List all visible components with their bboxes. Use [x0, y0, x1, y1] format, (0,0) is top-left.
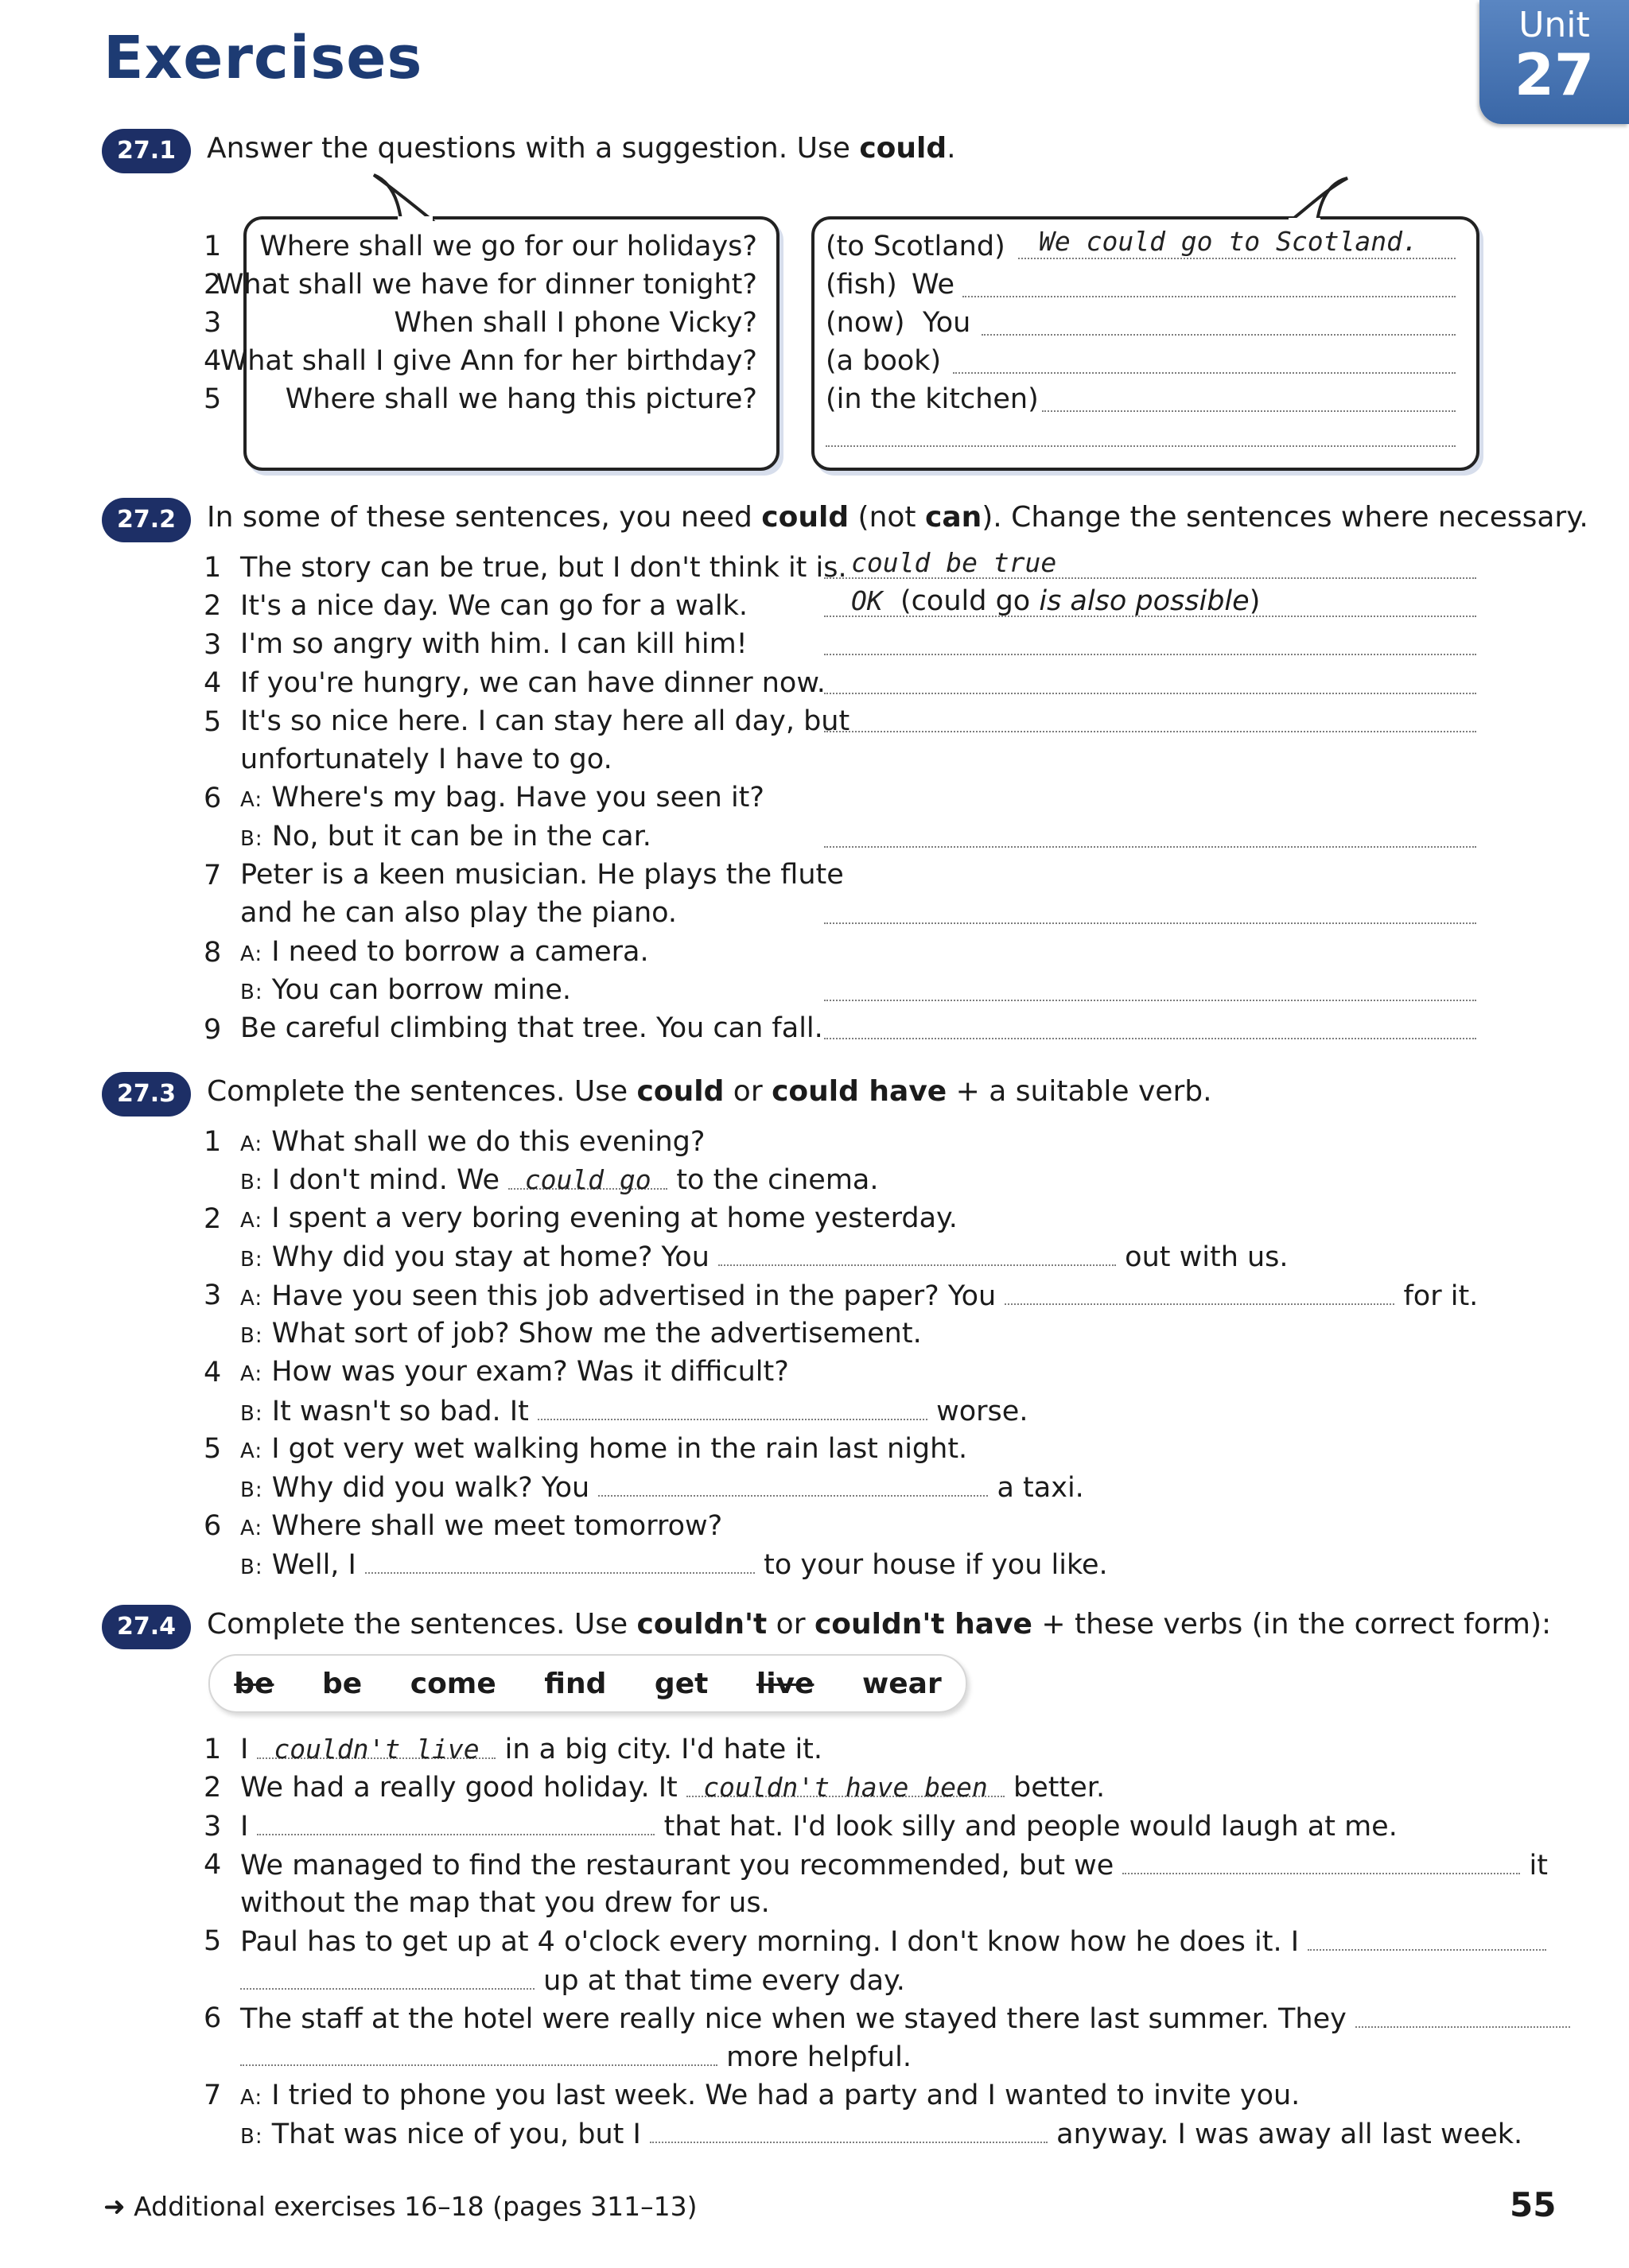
exercise-badge-27-2: 27.2	[102, 498, 191, 542]
dialogue-text: I got very wet walking home in the rain last night.	[271, 1433, 968, 1465]
instruction-keyword: could	[636, 1075, 725, 1108]
ex2-line-7b: and he can also play the piano.	[240, 897, 678, 929]
instruction-text: Complete the sentences. Use	[207, 1075, 637, 1108]
exercise-instruction-27-3	[207, 1075, 1212, 1108]
ex2-line-4: If you're hungry, we can have dinner now.	[240, 667, 826, 699]
ex4-1	[240, 1730, 822, 1769]
dialogue-text: How was your exam? Was it difficult?	[271, 1356, 789, 1388]
answer-blank[interactable]	[718, 1237, 1116, 1266]
answer-line	[824, 577, 1476, 579]
exercise-badge-27-4: 27.4	[102, 1605, 191, 1649]
sentence-text: Paul has to get up at 4 o'clock every morning. I don't know how he does it. I	[240, 1926, 1300, 1958]
ex2-line-6a	[240, 779, 764, 819]
instruction-keyword: couldn't	[636, 1608, 768, 1641]
ex3-6b	[240, 1545, 1108, 1586]
instruction-text: .	[947, 132, 956, 165]
instruction-text: ). Change the sentences where necessary.	[982, 501, 1588, 534]
speaker-b: B:	[240, 1324, 263, 1348]
ex3-numbers: 1 2 3 4 5 6	[204, 1126, 222, 1542]
ex2-line-6b	[240, 817, 651, 858]
dialogue-text: to your house if you like.	[764, 1549, 1108, 1581]
instruction-text: In some of these sentences, you need	[207, 501, 762, 534]
dialogue-text: Why did you walk? You	[271, 1472, 590, 1504]
handwritten-ok: OK	[851, 585, 883, 616]
dialogue-text: Where's my bag. Have you seen it?	[271, 782, 764, 814]
ex3-4a	[240, 1353, 789, 1393]
answer-blank	[686, 1769, 1005, 1803]
ex4-numbers: 1 2 3 4 5 6 7	[204, 1734, 222, 2111]
instruction-text: (not	[849, 501, 925, 534]
ex2-line-2: It's a nice day. We can go for a walk.	[240, 590, 748, 622]
speaker-b: B:	[240, 827, 263, 851]
instruction-keyword: could	[859, 132, 947, 165]
ex4-2	[240, 1769, 1105, 1807]
bubble-tail-left	[366, 173, 437, 223]
instruction-keyword: could	[761, 501, 849, 534]
answer-line	[824, 616, 1476, 617]
answer-text: )	[1249, 585, 1261, 617]
dialogue-text: I tried to phone you last week. We had a party and I wanted to invite you.	[271, 2080, 1300, 2111]
ex1-cue-5: (in the kitchen)	[826, 383, 1039, 415]
ex2-line-8b	[240, 971, 571, 1012]
handwritten-answer: could go	[524, 1164, 651, 1195]
ex2-line-5b: unfortunately I have to go.	[240, 744, 612, 775]
answer-line-3[interactable]	[982, 334, 1456, 336]
dialogue-text: I don't mind. We	[271, 1164, 500, 1196]
footer-pages: (pages 311–13)	[484, 2191, 698, 2222]
answer-line-5b[interactable]	[826, 445, 1456, 447]
ex4-6b	[240, 2037, 912, 2076]
ex3-1a	[240, 1123, 705, 1163]
unit-number: 27	[1514, 41, 1595, 108]
exercise-instruction-27-1	[207, 132, 956, 165]
answer-line-4[interactable]	[953, 372, 1456, 374]
ex1-starter-3: You	[923, 307, 971, 339]
unit-tab	[1479, 0, 1629, 124]
dialogue-text: You can borrow mine.	[271, 974, 572, 1006]
instruction-text: or	[767, 1608, 814, 1641]
ex4-6	[240, 1999, 1570, 2038]
answer-blank[interactable]	[1355, 1999, 1570, 2028]
page-title: Exercises	[103, 24, 423, 92]
ex1-example-answer: We could go to Scotland.	[1039, 226, 1418, 257]
speaker-b: B:	[240, 2125, 263, 2149]
ex2-line-9: Be careful climbing that tree. You can fall.	[240, 1012, 823, 1044]
dialogue-text: I spent a very boring evening at home yesterday.	[271, 1202, 958, 1234]
answer-blank[interactable]	[257, 1807, 655, 1835]
page-number: 55	[1510, 2185, 1557, 2224]
sentence-text: We had a really good holiday. It	[240, 1772, 678, 1804]
ex3-5b	[240, 1468, 1084, 1509]
instruction-text: + these verbs (in the correct form):	[1032, 1608, 1552, 1641]
answer-blank[interactable]	[650, 2115, 1048, 2143]
dialogue-text: No, but it can be in the car.	[271, 821, 651, 852]
ex2-numbers: 1 2 3 4 5 6 7 8 9	[204, 552, 222, 1046]
answer-blank[interactable]	[1308, 1922, 1546, 1951]
instruction-text: Answer the questions with a suggestion. Use	[207, 132, 860, 165]
answer-blank[interactable]	[240, 2037, 717, 2066]
dialogue-text: Well, I	[271, 1549, 356, 1581]
instruction-text: + a suitable verb.	[947, 1075, 1212, 1108]
sentence-text: The staff at the hotel were really nice when we stayed there last summer. They	[240, 2003, 1347, 2035]
sentence-text: I	[240, 1811, 249, 1843]
ex4-7a	[240, 2076, 1300, 2117]
exercise-instruction-27-2	[207, 501, 1588, 534]
dialogue-text: What sort of job? Show me the advertisement.	[271, 1318, 922, 1350]
ex2-line-3: I'm so angry with him. I can kill him!	[240, 628, 748, 660]
ex2-answer-2	[851, 582, 1260, 620]
speaker-a: A:	[240, 1209, 263, 1233]
footer-link-text: Additional exercises 16–18	[134, 2191, 484, 2222]
exercise-badge-27-1: 27.1	[102, 129, 191, 173]
exercise-instruction-27-4	[207, 1608, 1551, 1641]
answer-line-8[interactable]	[824, 1000, 1476, 1001]
ex3-3a	[240, 1276, 1478, 1318]
dialogue-text: Why did you stay at home? You	[271, 1241, 710, 1273]
ex4-5	[240, 1922, 1546, 1961]
answer-line-4[interactable]	[824, 693, 1476, 694]
ex1-cue-2: (fish)	[826, 269, 897, 301]
answer-line-6[interactable]	[824, 846, 1476, 848]
ex4-4	[240, 1846, 1548, 1885]
speaker-b: B:	[240, 1402, 263, 1426]
speaker-b: B:	[240, 981, 263, 1004]
instruction-text: or	[724, 1075, 772, 1108]
dialogue-text: What shall we do this evening?	[271, 1126, 706, 1158]
ex1-question-3: When shall I phone Vicky?	[394, 307, 757, 339]
ex1-question-5: Where shall we hang this picture?	[285, 383, 757, 415]
word-wear: wear	[861, 1667, 942, 1700]
answer-line-9[interactable]	[824, 1038, 1476, 1039]
sentence-text: better.	[1013, 1772, 1106, 1804]
answer-blank	[508, 1161, 667, 1195]
sentence-text: it	[1529, 1850, 1548, 1882]
handwritten-answer: couldn't live	[274, 1734, 480, 1765]
ex1-cue-1: (to Scotland)	[826, 231, 1005, 262]
answer-blank[interactable]	[365, 1545, 755, 1574]
answer-line-5[interactable]	[824, 731, 1476, 732]
dialogue-text: Have you seen this job advertised in the paper? You	[271, 1280, 997, 1312]
instruction-keyword: can	[924, 501, 982, 534]
answer-blank[interactable]	[538, 1392, 927, 1420]
dialogue-text: That was nice of you, but I	[271, 2118, 641, 2150]
speaker-a: A:	[240, 942, 263, 966]
answer-text: (could go	[900, 585, 1040, 617]
ex3-5a	[240, 1430, 967, 1470]
ex4-5b	[240, 1961, 905, 2000]
ex2-line-1: The story can be true, but I don't think it is.	[240, 552, 847, 584]
speaker-a: A:	[240, 1439, 263, 1463]
ex1-question-2: What shall we have for dinner tonight?	[216, 269, 757, 301]
speaker-a: A:	[240, 788, 263, 812]
answer-line-7[interactable]	[824, 922, 1476, 924]
additional-exercises-link[interactable]	[103, 2191, 698, 2222]
ex3-2a	[240, 1199, 958, 1240]
answer-blank[interactable]	[240, 1961, 535, 1990]
instruction-keyword: couldn't have	[814, 1608, 1032, 1641]
dialogue-text: It wasn't so bad. It	[271, 1396, 529, 1427]
ex1-cue-3: (now)	[826, 307, 905, 339]
speaker-a: A:	[240, 1517, 263, 1540]
ex2-answer-1: could be true	[851, 547, 1057, 578]
bubble-tail-right	[1289, 177, 1360, 223]
ex1-question-4: What shall I give Ann for her birthday?	[220, 345, 757, 377]
speaker-a: A:	[240, 1287, 263, 1311]
ex4-3	[240, 1807, 1398, 1846]
ex3-3b	[240, 1315, 922, 1355]
speaker-a: A:	[240, 1132, 263, 1156]
dialogue-text: to the cinema.	[676, 1164, 879, 1196]
handwritten-answer: couldn't have been	[703, 1772, 988, 1803]
ex1-question-1: Where shall we go for our holidays?	[259, 231, 757, 262]
speaker-a: A:	[240, 2086, 263, 2110]
dialogue-text: worse.	[936, 1396, 1028, 1427]
dialogue-text: for it.	[1403, 1280, 1479, 1312]
ex1-numbers: 1 2 3 4 5	[204, 231, 222, 415]
instruction-keyword: could have	[772, 1075, 947, 1108]
arrow-right-icon: ➜	[103, 2191, 126, 2222]
unit-label: Unit	[1518, 5, 1590, 45]
sentence-text: that hat. I'd look silly and people would laugh at me.	[663, 1811, 1398, 1843]
answer-line	[1018, 258, 1456, 259]
sentence-text: up at that time every day.	[543, 1965, 905, 1997]
word-be: be	[322, 1667, 363, 1700]
answer-italic: is also possible	[1039, 585, 1250, 617]
answer-line-2[interactable]	[962, 296, 1456, 297]
speaker-b: B:	[240, 1478, 263, 1502]
ex3-4b	[240, 1392, 1028, 1433]
answer-blank[interactable]	[1122, 1846, 1520, 1874]
dialogue-text: anyway. I was away all last week.	[1056, 2118, 1523, 2150]
ex2-line-8a	[240, 933, 649, 973]
word-come: come	[410, 1667, 496, 1700]
dialogue-text: I need to borrow a camera.	[271, 936, 649, 968]
dialogue-text: out with us.	[1125, 1241, 1289, 1273]
speaker-b: B:	[240, 1555, 263, 1579]
word-box	[208, 1654, 967, 1713]
ex2-line-5: It's so nice here. I can stay here all day, but	[240, 705, 850, 737]
dialogue-text: a taxi.	[997, 1472, 1084, 1504]
sentence-text: I	[240, 1734, 249, 1765]
speaker-b: B:	[240, 1248, 263, 1272]
word-find: find	[544, 1667, 607, 1700]
word-get: get	[654, 1667, 709, 1700]
ex1-cue-4: (a book)	[826, 345, 942, 377]
exercise-badge-27-3: 27.3	[102, 1072, 191, 1117]
ex4-7b	[240, 2115, 1522, 2156]
sentence-text: We managed to find the restaurant you recommended, but we	[240, 1850, 1114, 1882]
ex3-6a	[240, 1507, 722, 1548]
answer-blank[interactable]	[598, 1468, 988, 1497]
ex4-4b: without the map that you drew for us.	[240, 1887, 770, 1919]
word-live-used: live	[756, 1667, 814, 1700]
answer-line-5[interactable]	[1042, 410, 1456, 412]
ex3-1b	[240, 1161, 879, 1202]
speaker-b: B:	[240, 1171, 263, 1194]
ex2-line-7: Peter is a keen musician. He plays the flute	[240, 859, 844, 891]
answer-blank	[257, 1730, 496, 1765]
sentence-text: more helpful.	[726, 2041, 912, 2073]
answer-line-3[interactable]	[824, 654, 1476, 655]
instruction-text: Complete the sentences. Use	[207, 1608, 637, 1641]
dialogue-text: Where shall we meet tomorrow?	[271, 1510, 723, 1542]
word-be-used: be	[234, 1667, 274, 1700]
speaker-a: A:	[240, 1362, 263, 1386]
ex3-2b	[240, 1237, 1289, 1279]
sentence-text: in a big city. I'd hate it.	[504, 1734, 823, 1765]
answer-blank[interactable]	[1005, 1276, 1394, 1305]
ex1-starter-2: We	[912, 269, 955, 301]
